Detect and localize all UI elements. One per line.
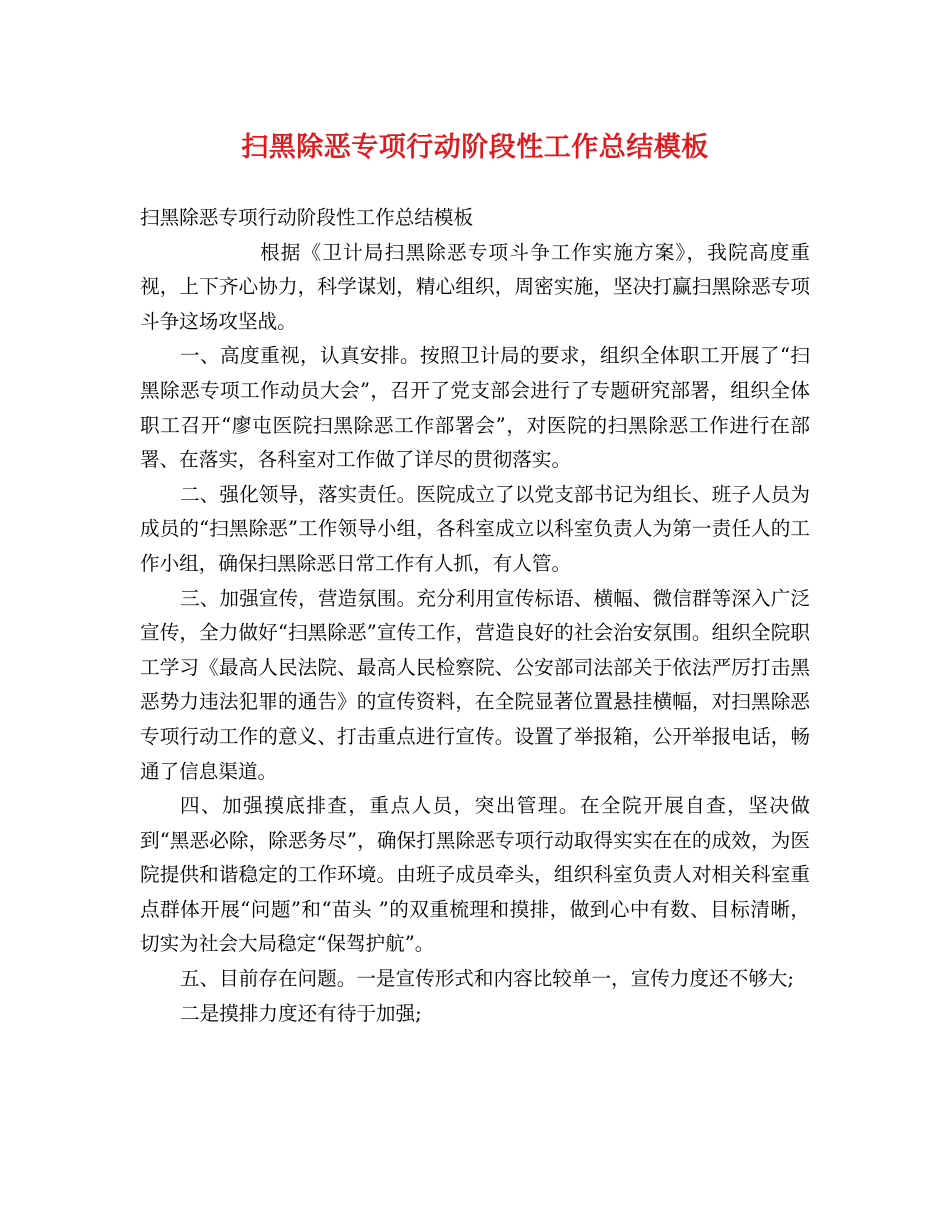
document-title: 扫黑除恶专项行动阶段性工作总结模板 [241,132,709,163]
document-subtitle: 扫黑除恶专项行动阶段性工作总结模板 [140,206,474,229]
document-body [140,201,810,1031]
paragraph-2: 二、强化领导，落实责任。医院成立了以党支部书记为组长、班子人员为成员的“扫黑除恶”工作领导小组，各科室成立以科室负责人为第一责任人的工作小组，确保扫黑除恶日常工作有人抓，有人管。 [140,482,810,575]
paragraph-4: 四、加强摸底排查，重点人员，突出管理。在全院开展自查，坚决做到“黑恶必除，除恶务尽”，确保打黑除恶专项行动取得实实在在的成效，为医院提供和谐稳定的工作环境。由班子成员牵头，组织科室负责人对相关科室重点群体开展“问题”和“苗头 ”的双重梳理和摸排，做到心中有数、目标清晰，切实为社会大局稳定“保驾护航”。 [140,794,810,956]
paragraph-6: 二是摸排力度还有待于加强; [180,1001,422,1025]
paragraph-1: 一、高度重视，认真安排。按照卫计局的要求，组织全体职工开展了“扫黑除恶专项工作动员大会”，召开了党支部会进行了专题研究部署，组织全体职工召开“廖屯医院扫黑除恶工作部署会”，对医院的扫黑除恶工作进行在部署、在落实，各科室对工作做了详尽的贯彻落实。 [140,344,810,472]
paragraph-5: 五、目前存在问题。一是宣传形式和内容比较单一，宣传力度还不够大; [180,967,795,991]
paragraph-3: 三、加强宣传，营造氛围。充分利用宣传标语、横幅、微信群等深入广泛宣传，全力做好“扫黑除恶”宣传工作，营造良好的社会治安氛围。组织全院职工学习《最高人民法院、最高人民检察院、公安部司法部关于依法严厉打击黑恶势力违法犯罪的通告》的宣传资料，在全院显著位置悬挂横幅，对扫黑除恶专项行动工作的意义、打击重点进行宣传。设置了举报箱，公开举报电话，畅通了信息渠道。 [140,586,810,783]
intro-paragraph: 根据《卫计局扫黑除恶专项斗争工作实施方案》，我院高度重视，上下齐心协力，科学谋划，精心组织，周密实施，坚决打赢扫黑除恶专项斗争这场攻坚战。 [140,240,810,333]
